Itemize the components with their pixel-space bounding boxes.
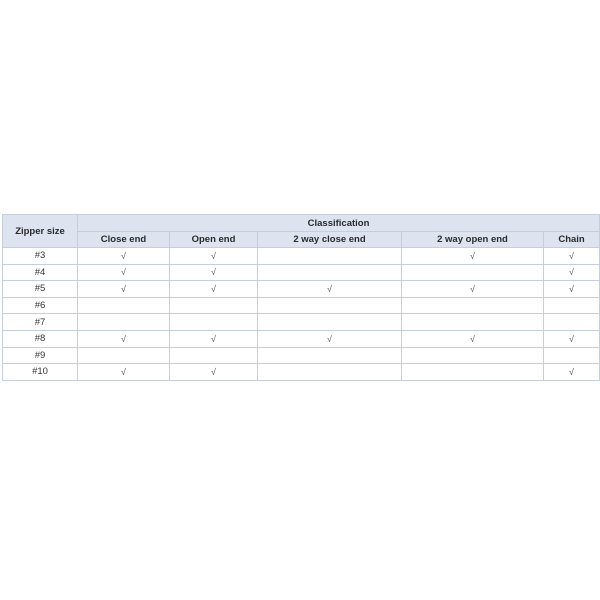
zipper-size-cell: #7 [3, 314, 78, 331]
check-cell: √ [544, 364, 600, 381]
table-row [3, 330, 600, 347]
zipper-size-cell: #10 [3, 364, 78, 381]
check-cell [402, 297, 544, 314]
check-cell: √ [170, 330, 258, 347]
check-cell [544, 347, 600, 364]
check-cell: √ [258, 281, 402, 298]
column-header-2-way-close-end: 2 way close end [258, 232, 402, 248]
check-cell: √ [402, 330, 544, 347]
check-cell [170, 347, 258, 364]
check-cell [258, 364, 402, 381]
table-row [3, 264, 600, 281]
check-cell: √ [170, 281, 258, 298]
check-cell [402, 347, 544, 364]
check-cell [258, 347, 402, 364]
table-row [3, 364, 600, 381]
check-cell: √ [170, 364, 258, 381]
check-cell: √ [78, 264, 170, 281]
check-cell [544, 297, 600, 314]
check-cell: √ [544, 248, 600, 265]
zipper-size-cell: #9 [3, 347, 78, 364]
check-cell [258, 314, 402, 331]
check-cell: √ [78, 248, 170, 265]
check-cell: √ [544, 330, 600, 347]
column-header-open-end: Open end [170, 232, 258, 248]
check-cell: √ [170, 248, 258, 265]
check-cell: √ [170, 264, 258, 281]
check-cell [402, 314, 544, 331]
check-cell: √ [544, 281, 600, 298]
check-cell [544, 314, 600, 331]
check-cell [78, 347, 170, 364]
table-row [3, 281, 600, 298]
classification-header: Classification [78, 215, 600, 232]
zipper-size-header: Zipper size [3, 215, 78, 248]
zipper-size-cell: #4 [3, 264, 78, 281]
table-row [3, 248, 600, 265]
table-body [3, 248, 600, 381]
column-header-chain: Chain [544, 232, 600, 248]
check-cell: √ [78, 330, 170, 347]
check-cell: √ [402, 281, 544, 298]
check-cell [258, 248, 402, 265]
check-cell: √ [78, 364, 170, 381]
check-cell: √ [402, 248, 544, 265]
zipper-size-cell: #3 [3, 248, 78, 265]
check-cell [402, 364, 544, 381]
check-cell [170, 297, 258, 314]
table-row [3, 314, 600, 331]
check-cell: √ [78, 281, 170, 298]
column-header-2-way-open-end: 2 way open end [402, 232, 544, 248]
check-cell [78, 314, 170, 331]
zipper-size-cell: #5 [3, 281, 78, 298]
check-cell [402, 264, 544, 281]
check-cell [258, 264, 402, 281]
table-row [3, 297, 600, 314]
column-header-close-end: Close end [78, 232, 170, 248]
zipper-size-cell: #8 [3, 330, 78, 347]
check-cell: √ [544, 264, 600, 281]
check-cell [170, 314, 258, 331]
zipper-classification-table [2, 214, 600, 381]
check-cell [78, 297, 170, 314]
table-row [3, 347, 600, 364]
check-cell: √ [258, 330, 402, 347]
check-cell [258, 297, 402, 314]
zipper-size-cell: #6 [3, 297, 78, 314]
